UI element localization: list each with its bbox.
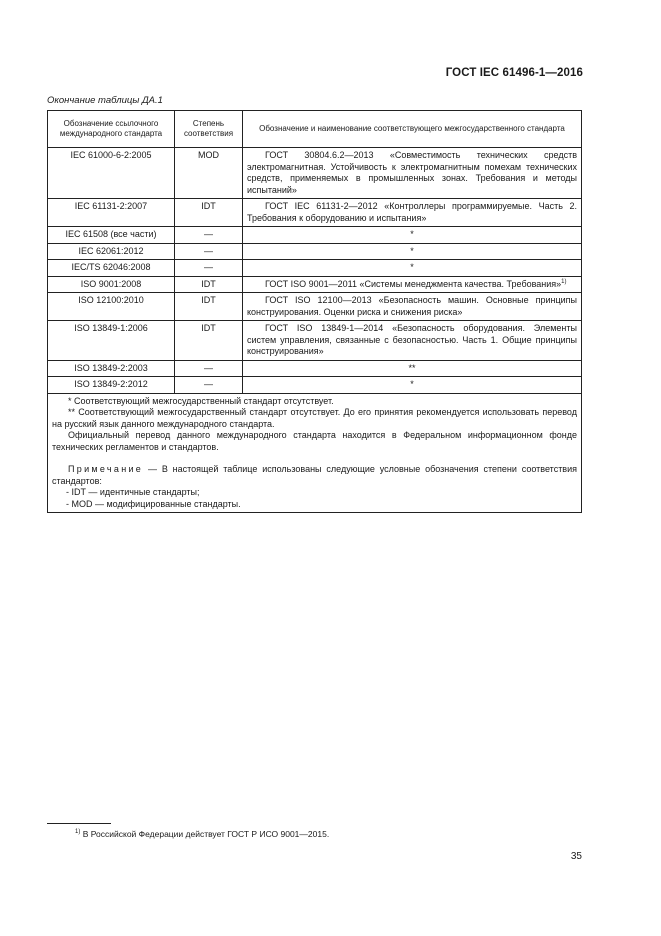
cell-degree: MOD <box>175 148 243 199</box>
cell-standard-name <box>243 276 582 293</box>
cell-degree: — <box>175 227 243 244</box>
standards-correspondence-table <box>47 110 582 513</box>
table-row <box>48 243 582 260</box>
cell-standard-name: * <box>243 260 582 277</box>
cell-reference: ISO 12100:2010 <box>48 293 175 321</box>
footnote-text: В Российской Федерации действует ГОСТ Р ИСО 9001—2015. <box>80 829 330 839</box>
footnote-divider <box>47 823 111 824</box>
cell-degree: — <box>175 260 243 277</box>
table-row <box>48 377 582 394</box>
note-single-asterisk: * Соответствующий межгосударственный стандарт отсутствует. <box>68 395 334 406</box>
table-caption: Окончание таблицы ДА.1 <box>47 95 163 106</box>
cell-degree: IDT <box>175 321 243 361</box>
cell-degree: IDT <box>175 199 243 227</box>
footnote <box>75 829 329 839</box>
cell-degree: — <box>175 377 243 394</box>
footnote-reference-mark: 1) <box>561 278 567 285</box>
table-row <box>48 260 582 277</box>
table-row <box>48 321 582 361</box>
note-label: Примечание <box>68 464 144 474</box>
cell-degree: IDT <box>175 293 243 321</box>
cell-standard-name <box>243 199 582 227</box>
table-row <box>48 276 582 293</box>
cell-reference: ISO 13849-1:2006 <box>48 321 175 361</box>
standard-name-text: ГОСТ 30804.6.2—2013 «Совместимость технических средств электромагнитная. Устойчивость к электромагнитным помехам технических средств, применяемых в промышленных зонах. Требования и методы испытаний» <box>247 150 577 195</box>
header-interstate-standard: Обозначение и наименование соответствующего межгосударственного стандарта <box>243 111 582 148</box>
cell-standard-name: ** <box>243 360 582 377</box>
cell-degree: — <box>175 360 243 377</box>
note-list-item-idt: - IDT — идентичные стандарты; <box>66 487 200 497</box>
table-notes-row <box>48 393 582 513</box>
table-row <box>48 199 582 227</box>
cell-standard-name: * <box>243 243 582 260</box>
header-reference-standard: Обозначение ссылочного международного стандарта <box>48 111 175 148</box>
standard-name-text: ГОСТ ISO 9001—2011 «Системы менеджмента качества. Требования» <box>265 278 562 289</box>
cell-standard-name: * <box>243 227 582 244</box>
cell-reference: IEC 61000-6-2:2005 <box>48 148 175 199</box>
cell-degree: IDT <box>175 276 243 293</box>
cell-reference: ISO 13849-2:2012 <box>48 377 175 394</box>
cell-degree: — <box>175 243 243 260</box>
cell-standard-name <box>243 293 582 321</box>
cell-reference: IEC 61131-2:2007 <box>48 199 175 227</box>
page-number: 35 <box>570 851 582 862</box>
note-paragraph <box>52 464 577 487</box>
standard-name-text: ГОСТ ISO 12100—2013 «Безопасность машин. Основные принципы конструирования. Оценки риска и снижения риска» <box>247 295 577 317</box>
cell-standard-name <box>243 321 582 361</box>
cell-reference: IEC 62061:2012 <box>48 243 175 260</box>
header-degree: Степень соответствия <box>175 111 243 148</box>
cell-standard-name <box>243 148 582 199</box>
cell-reference: IEC 61508 (все части) <box>48 227 175 244</box>
cell-reference: IEC/TS 62046:2008 <box>48 260 175 277</box>
table-notes <box>48 393 582 513</box>
note-official-translation: Официальный перевод данного международного стандарта находится в Федеральном информационном фонде технических регламентов и стандартов. <box>52 430 577 452</box>
cell-reference: ISO 9001:2008 <box>48 276 175 293</box>
document-code-header: ГОСТ IEC 61496-1—2016 <box>445 67 583 79</box>
note-text: — В настоящей таблице использованы следующие условные обозначения степени соответствия стандартов: <box>52 464 577 486</box>
table-row <box>48 360 582 377</box>
cell-reference: ISO 13849-2:2003 <box>48 360 175 377</box>
table-header-row <box>48 111 582 148</box>
table-row <box>48 148 582 199</box>
standard-name-text: ГОСТ ISO 13849-1—2014 «Безопасность оборудования. Элементы систем управления, связанные с безопасностью. Часть 1. Общие принципы конструирования» <box>247 323 577 356</box>
table-row <box>48 227 582 244</box>
footnote-mark: 1) <box>75 829 81 836</box>
note-list-item-mod: - MOD — модифицированные стандарты. <box>66 498 241 509</box>
table-row <box>48 293 582 321</box>
cell-standard-name: * <box>243 377 582 394</box>
note-double-asterisk: ** Соответствующий межгосударственный стандарт отсутствует. До его принятия рекомендуется использовать перевод на русский язык данного международного стандарта. <box>52 407 577 429</box>
standard-name-text: ГОСТ IEC 61131-2—2012 «Контроллеры программируемые. Часть 2. Требования к оборудованию и испытания» <box>247 201 577 223</box>
